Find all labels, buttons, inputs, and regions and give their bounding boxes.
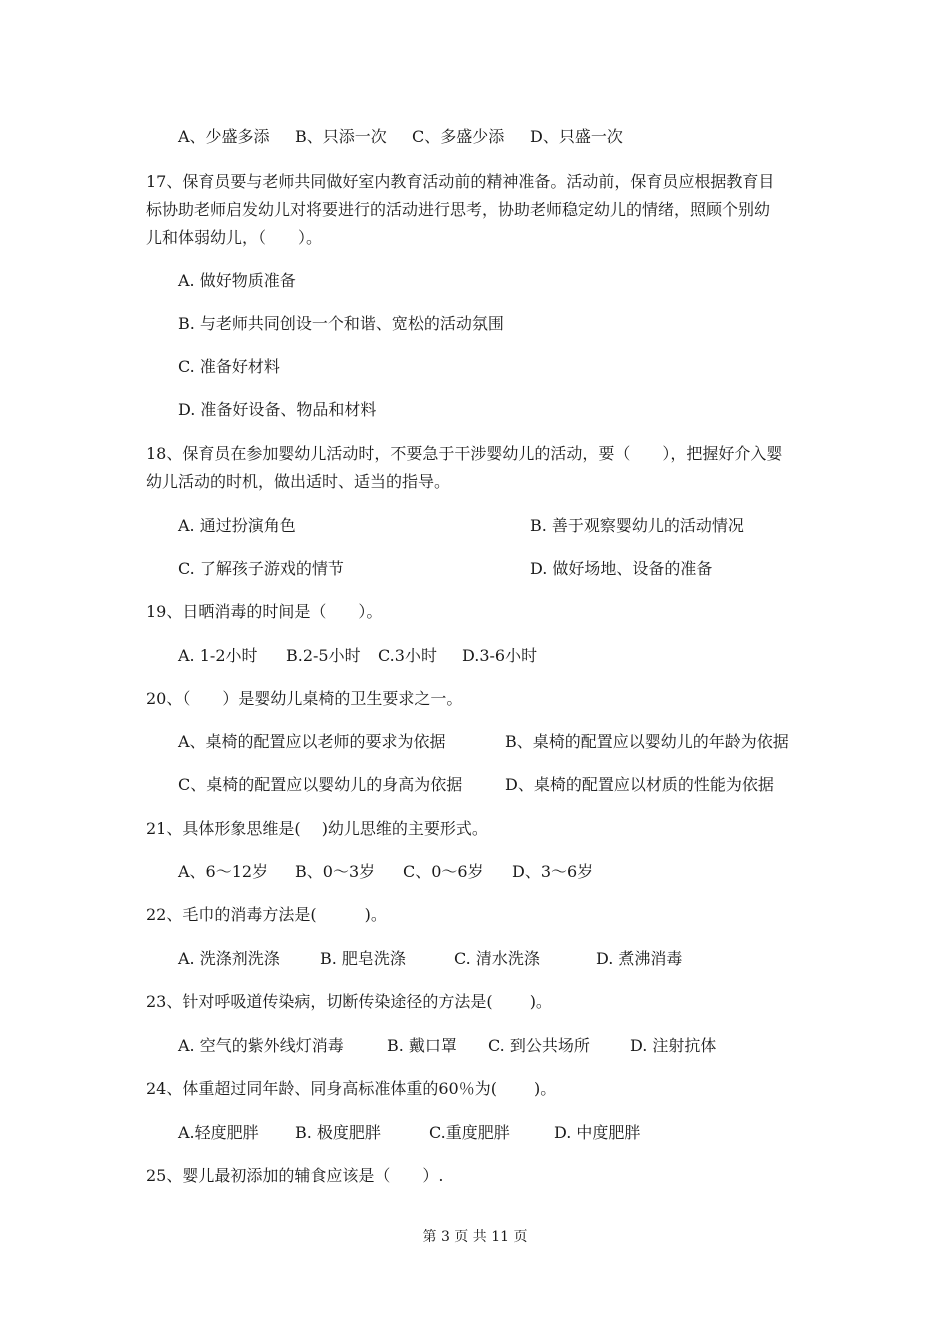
q17-option-b: B. 与老师共同创设一个和谐、宽松的活动氛围: [178, 314, 504, 333]
q23-option-d: D. 注射抗体: [630, 1036, 717, 1055]
q19-option-b: B.2-5小时: [286, 646, 361, 665]
q20-option-a: A、桌椅的配置应以老师的要求为依据: [178, 732, 446, 751]
q16-option-a: A、少盛多添: [178, 127, 270, 146]
q20-question: 20、（ ）是婴幼儿桌椅的卫生要求之一。: [146, 689, 463, 708]
page-number-footer: 第 3 页 共 11 页: [422, 1229, 528, 1245]
q21-option-b: B、0～3岁: [295, 862, 376, 881]
q23-option-a: A. 空气的紫外线灯消毒: [178, 1036, 344, 1055]
q18-option-b: B. 善于观察婴幼儿的活动情况: [530, 516, 744, 535]
q22-option-d: D. 煮沸消毒: [596, 949, 683, 968]
q24-option-a: A.轻度肥胖: [178, 1123, 259, 1142]
q17-option-a: A. 做好物质准备: [178, 271, 296, 290]
q16-option-b: B、只添一次: [295, 127, 387, 146]
q17-question-line: 儿和体弱幼儿，（ ）。: [146, 228, 323, 247]
q24-question: 24、体重超过同年龄、同身高标准体重的60％为( )。: [146, 1079, 557, 1098]
q16-option-d: D、只盛一次: [530, 127, 623, 146]
q19-question: 19、日晒消毒的时间是（ ）。: [146, 602, 383, 621]
q18-option-a: A. 通过扮演角色: [178, 516, 296, 535]
q18-question-line: 幼儿活动的时机，做出适时、适当的指导。: [146, 472, 451, 491]
q21-option-d: D、3～6岁: [512, 862, 594, 881]
q19-option-c: C.3小时: [378, 646, 437, 665]
q24-option-d: D. 中度肥胖: [554, 1123, 641, 1142]
q23-option-c: C. 到公共场所: [488, 1036, 590, 1055]
q20-option-b: B、桌椅的配置应以婴幼儿的年龄为依据: [505, 732, 789, 751]
q19-option-a: A. 1-2小时: [178, 646, 258, 665]
q18-question-line: 18、保育员在参加婴幼儿活动时，不要急于干涉婴幼儿的活动，要（ ），把握好介入婴: [146, 444, 783, 463]
q22-question: 22、毛巾的消毒方法是( )。: [146, 905, 387, 924]
q20-option-c: C、桌椅的配置应以婴幼儿的身高为依据: [178, 775, 463, 794]
q17-option-c: C. 准备好材料: [178, 357, 280, 376]
q18-option-c: C. 了解孩子游戏的情节: [178, 559, 344, 578]
q21-option-c: C、0～6岁: [403, 862, 484, 881]
q22-option-b: B. 肥皂洗涤: [320, 949, 406, 968]
q17-question-line: 17、保育员要与老师共同做好室内教育活动前的精神准备。活动前，保育员应根据教育目: [146, 172, 775, 191]
q22-option-c: C. 清水洗涤: [454, 949, 540, 968]
q23-option-b: B. 戴口罩: [387, 1036, 457, 1055]
q17-option-d: D. 准备好设备、物品和材料: [178, 400, 377, 419]
q21-question: 21、具体形象思维是( )幼儿思维的主要形式。: [146, 819, 488, 838]
q23-question: 23、针对呼吸道传染病，切断传染途径的方法是( )。: [146, 992, 552, 1011]
q24-option-c: C.重度肥胖: [429, 1123, 510, 1142]
q25-question: 25、婴儿最初添加的辅食应该是（ ）.: [146, 1166, 444, 1185]
q20-option-d: D、桌椅的配置应以材质的性能为依据: [505, 775, 774, 794]
q22-option-a: A. 洗涤剂洗涤: [178, 949, 280, 968]
q16-option-c: C、多盛少添: [412, 127, 505, 146]
q18-option-d: D. 做好场地、设备的准备: [530, 559, 713, 578]
q19-option-d: D.3-6小时: [462, 646, 538, 665]
q24-option-b: B. 极度肥胖: [295, 1123, 381, 1142]
q21-option-a: A、6～12岁: [178, 862, 269, 881]
q17-question-line: 标协助老师启发幼儿对将要进行的活动进行思考，协助老师稳定幼儿的情绪，照顾个别幼: [146, 200, 771, 219]
